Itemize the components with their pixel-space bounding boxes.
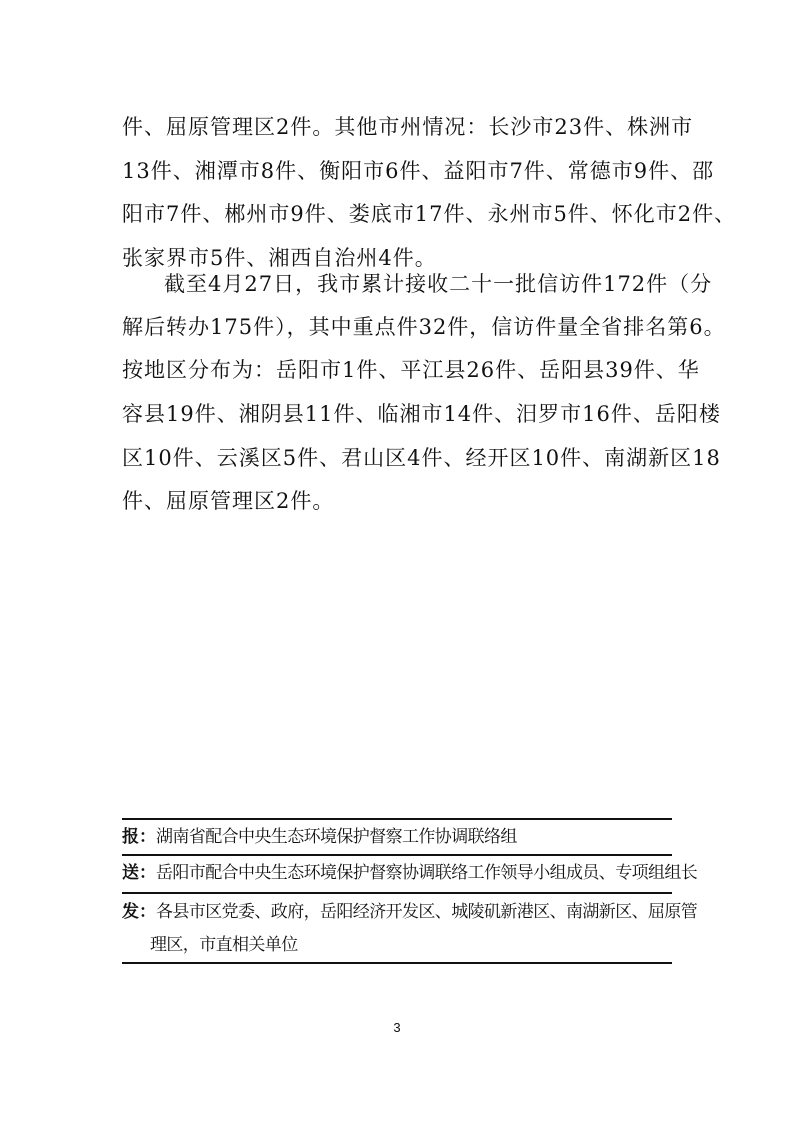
send-label: 送： [122, 863, 156, 883]
issue-to-row [122, 900, 698, 924]
text-line: 件、屈原管理区2件。 [122, 489, 335, 513]
issue-text: 各县市区党委、政府，岳阳经济开发区、城陵矶新港区、南湖新区、屈原管 [156, 902, 698, 922]
text-line: 阳市7件、郴州市9件、娄底市17件、永州市5件、怀化市2件、 [122, 202, 737, 226]
report-text: 湖南省配合中央生态环境保护督察工作协调联络组 [156, 827, 517, 847]
text-line: 件、屈原管理区2件。其他市州情况：长沙市23件、株洲市 [122, 115, 694, 139]
issue-label: 发： [122, 902, 156, 922]
issue-to-row-continued: 理区，市直相关单位 [150, 935, 298, 955]
divider [122, 854, 672, 856]
page-number: 3 [393, 1020, 401, 1035]
text-line: 区10件、云溪区5件、君山区4件、经开区10件、南湖新区18 [122, 446, 721, 470]
text-line: 按地区分布为：岳阳市1件、平江县26件、岳阳县39件、华 [122, 358, 700, 382]
text-line: 截至4月27日，我市累计接收二十一批信访件172件（分 [164, 272, 713, 296]
text-line: 张家界市5件、湘西自治州4件。 [122, 246, 437, 270]
text-line: 13件、湘潭市8件、衡阳市6件、益阳市7件、常德市9件、邵 [122, 159, 715, 183]
text-line: 解后转办175件），其中重点件32件，信访件量全省排名第6。 [122, 315, 726, 339]
report-label: 报： [122, 827, 156, 847]
divider [122, 818, 672, 820]
report-to-row [122, 825, 672, 849]
send-to-row [122, 861, 698, 885]
divider [122, 892, 672, 894]
divider [122, 962, 672, 964]
text-line: 容县19件、湘阴县11件、临湘市14件、汨罗市16件、岳阳楼 [122, 402, 721, 426]
send-text: 岳阳市配合中央生态环境保护督察协调联络工作领导小组成员、专项组组长 [156, 863, 698, 883]
